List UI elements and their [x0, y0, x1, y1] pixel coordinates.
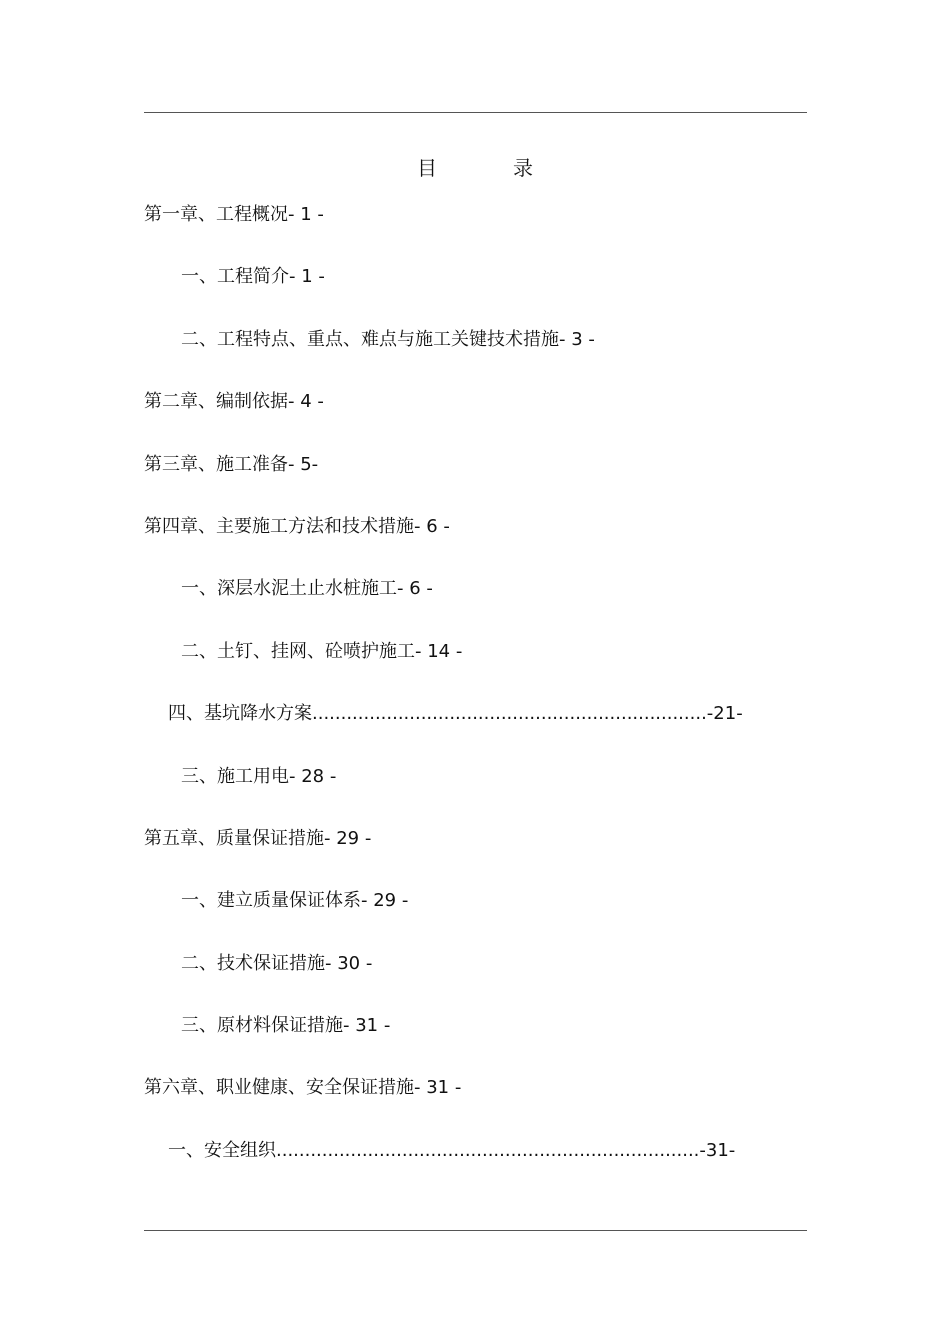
toc-entry-1-2[interactable]: 二、工程特点、重点、难点与施工关键技术措施- 3 -: [181, 328, 595, 350]
footer-rule: [144, 1230, 807, 1231]
toc-entry-4-3[interactable]: 三、施工用电- 28 -: [181, 765, 337, 787]
toc-entry-chapter-1[interactable]: 第一章、工程概况- 1 -: [144, 204, 324, 225]
toc-entry-4-2[interactable]: 二、土钉、挂网、砼喷护施工- 14 -: [181, 640, 463, 662]
toc-entry-5-3[interactable]: 三、原材料保证措施- 31 -: [181, 1015, 391, 1037]
toc-entry-chapter-2[interactable]: 第二章、编制依据- 4 -: [144, 391, 324, 413]
toc-entry-4-1[interactable]: 一、深层水泥土止水桩施工- 6 -: [181, 578, 433, 600]
toc-entry-6-1[interactable]: 一、安全组织..........................................................................-31-: [168, 1139, 736, 1161]
toc-entry-chapter-6[interactable]: 第六章、职业健康、安全保证措施- 31 -: [144, 1077, 462, 1099]
toc-list: [144, 200, 807, 1198]
toc-title-right: 录: [513, 156, 533, 180]
toc-entry-5-1[interactable]: 一、建立质量保证体系- 29 -: [181, 890, 409, 912]
toc-entry-chapter-3[interactable]: 第三章、施工准备- 5-: [144, 453, 319, 475]
toc-title-left: 目: [417, 156, 437, 180]
toc-entry-4-4[interactable]: 四、基坑降水方案.....................................................................-21-: [168, 703, 743, 725]
toc-entry-chapter-4[interactable]: 第四章、主要施工方法和技术措施- 6 -: [144, 515, 450, 537]
header-rule: [144, 112, 807, 113]
toc-entry-1-1[interactable]: 一、工程简介- 1 -: [181, 266, 325, 288]
toc-entry-chapter-5[interactable]: 第五章、质量保证措施- 29 -: [144, 827, 372, 849]
toc-entry-5-2[interactable]: 二、技术保证措施- 30 -: [181, 952, 373, 974]
toc-title: [0, 152, 950, 181]
